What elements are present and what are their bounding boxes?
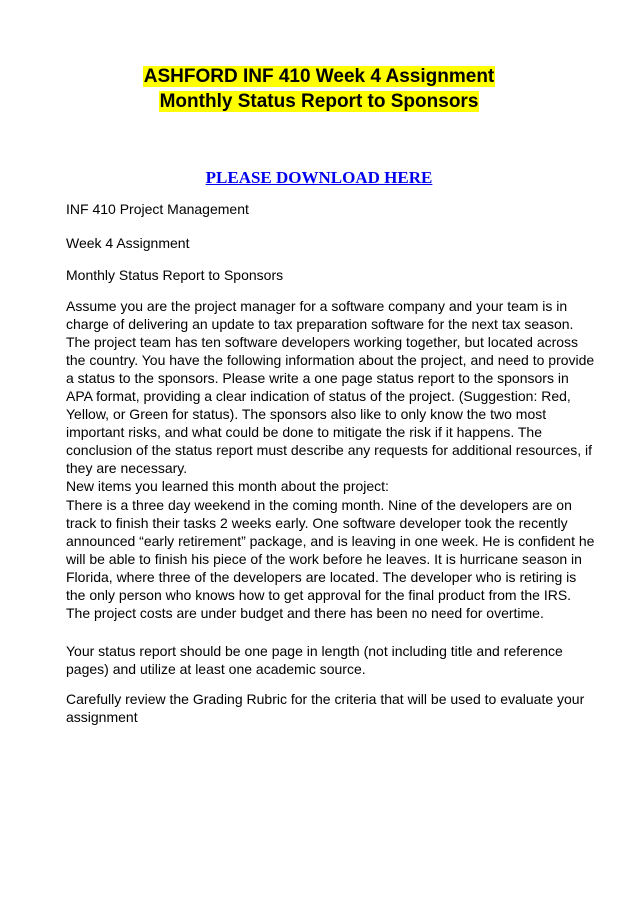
scenario-block xyxy=(66,297,596,495)
new-items-paragraph: There is a three day weekend in the coming month. Nine of the developers are on track to finish their tasks 2 weeks early. One software developer took the recently announced “early retirement” package, and is leaving in one week. He is confident he will be able to finish his piece of the work before he leaves. It is hurricane season in Florida, where three of the developers are located. The developer who is retiring is the only person who knows how to get approval for the final product from the IRS. The project costs are under budget and there has been no need for overtime. xyxy=(66,497,595,621)
title-line-2: Monthly Status Report to Sponsors xyxy=(159,91,479,112)
document-title xyxy=(0,64,638,114)
new-items-heading: New items you learned this month about the project: xyxy=(66,478,389,494)
course-name: INF 410 Project Management xyxy=(66,201,249,217)
title-line-1: ASHFORD INF 410 Week 4 Assignment xyxy=(143,66,495,87)
download-link[interactable]: PLEASE DOWNLOAD HERE xyxy=(205,168,433,187)
scenario-paragraph: Assume you are the project manager for a software company and your team is in charge of delivering an update to tax preparation software for the next tax season. The project team has ten software developers working together, but located across the country. You have the following information about the project, and need to provide a status to the sponsors. Please write a one page status report to the sponsors in APA format, providing a clear indication of status of the project. (Suggestion: Red, Yellow, or Green for status). The sponsors also like to only know the two most important risks, and what could be done to mitigate the risk if it happens. The conclusion of the status report must describe any requests for additional resources, if they are necessary. xyxy=(66,298,595,476)
week-label: Week 4 Assignment xyxy=(66,235,190,251)
rubric-note-paragraph: Carefully review the Grading Rubric for the criteria that will be used to evaluate your assignment xyxy=(66,691,585,725)
length-requirement-paragraph: Your status report should be one page in length (not including title and reference pages) and utilize at least one academic source. xyxy=(66,643,563,677)
assignment-title: Monthly Status Report to Sponsors xyxy=(66,267,284,283)
